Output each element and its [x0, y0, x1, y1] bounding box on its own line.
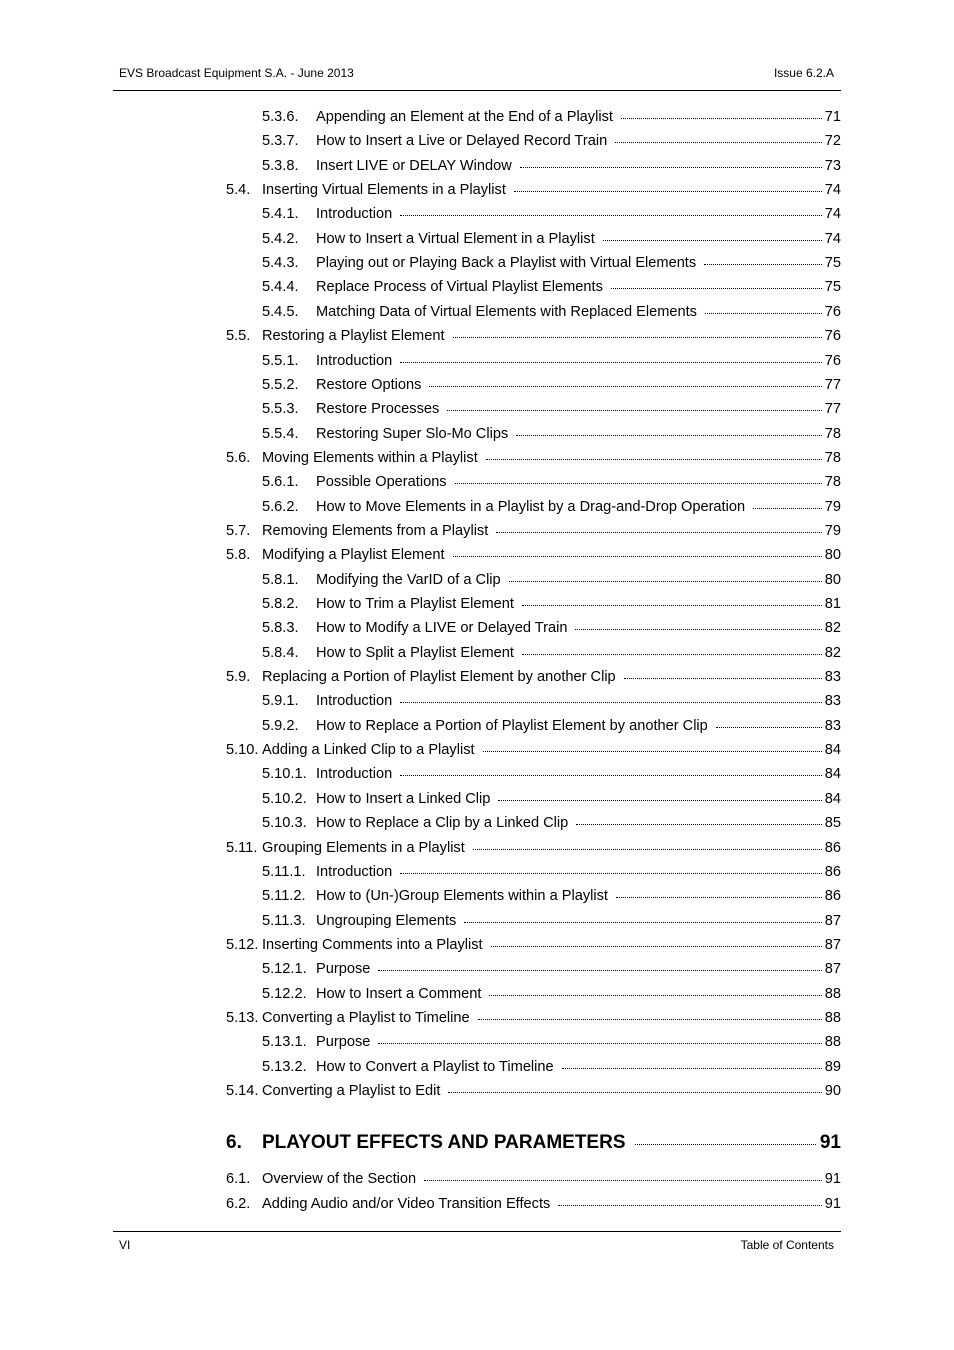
- toc-entry-title: How to Insert a Virtual Element in a Playlist: [316, 230, 595, 247]
- footer-rule: [113, 1231, 841, 1232]
- toc-entry-page: 88: [824, 1009, 841, 1026]
- toc-leader: [448, 1092, 821, 1093]
- toc-entry-number: 5.13.1.: [262, 1034, 307, 1051]
- toc-entry-title: Appending an Element at the End of a Playlist: [316, 109, 613, 125]
- toc-entry-page: 86: [824, 863, 841, 880]
- toc-subsection-entry[interactable]: [262, 1032, 841, 1052]
- toc-entry-number: 5.3.6.: [262, 109, 299, 125]
- footer-page-number: VI: [119, 1238, 131, 1252]
- toc-leader: [447, 410, 821, 411]
- toc-entry-number: 5.4.3.: [262, 255, 299, 272]
- toc-section-entry[interactable]: [226, 448, 841, 468]
- toc-entry-number: 5.4.: [226, 182, 251, 199]
- page-header: [113, 66, 841, 82]
- toc-entry-page: 75: [824, 279, 841, 296]
- footer-section-title: Table of Contents: [740, 1238, 834, 1252]
- toc-entry-page: 86: [824, 839, 841, 856]
- toc-entry-page: 82: [824, 644, 841, 661]
- toc-entry-page: 91: [824, 1196, 841, 1212]
- toc-entry-number: 5.6.: [226, 449, 251, 466]
- toc-leader: [473, 849, 822, 850]
- toc-entry-number: 5.9.: [226, 669, 251, 686]
- toc-entry-title: Restore Processes: [316, 401, 440, 418]
- toc-subsection-entry[interactable]: [262, 886, 841, 906]
- toc-subsection-entry[interactable]: [262, 643, 841, 663]
- toc-chapter-page: 91: [819, 1132, 841, 1153]
- toc-leader: [611, 288, 822, 289]
- toc-entry-title: Restoring a Playlist Element: [262, 328, 445, 345]
- toc-leader: [576, 824, 821, 825]
- toc-section-entry[interactable]: [226, 667, 841, 687]
- toc-entry-page: 83: [824, 717, 841, 734]
- toc-entry-page: 74: [824, 182, 841, 199]
- toc-entry-number: 5.6.1.: [262, 474, 299, 491]
- toc-entry-page: 88: [824, 985, 841, 1002]
- toc-entry-page: 83: [824, 669, 841, 686]
- toc-subsection-entry[interactable]: [262, 472, 841, 492]
- toc-subsection-entry[interactable]: [262, 570, 841, 590]
- toc-section-entry[interactable]: [226, 545, 841, 565]
- toc-entry-page: 88: [824, 1034, 841, 1051]
- toc-leader: [624, 678, 822, 679]
- toc-subsection-entry[interactable]: [262, 813, 841, 833]
- toc-section-entry[interactable]: [226, 838, 841, 858]
- toc-entry-page: 77: [824, 401, 841, 418]
- toc-leader: [464, 922, 821, 923]
- toc-leader: [522, 654, 822, 655]
- toc-leader: [429, 386, 821, 387]
- toc-entry-page: 84: [824, 790, 841, 807]
- toc-entry-number: 5.6.2.: [262, 498, 299, 515]
- toc-leader: [616, 897, 822, 898]
- toc-entry-number: 5.10.: [226, 742, 259, 759]
- toc-subsection-entry[interactable]: [262, 764, 841, 784]
- toc-entry-page: 76: [824, 352, 841, 369]
- toc-leader: [378, 970, 821, 971]
- toc-entry-page: 72: [824, 133, 841, 150]
- toc-leader: [705, 313, 822, 314]
- toc-entry-title: Ungrouping Elements: [316, 912, 457, 929]
- toc-entry-number: 5.12.1.: [262, 961, 307, 978]
- toc-entry-title: Introduction: [316, 693, 393, 710]
- toc-entry-number: 5.4.2.: [262, 230, 299, 247]
- toc-entry-title: Replacing a Portion of Playlist Element by another Clip: [262, 669, 616, 686]
- toc-entry-number: 5.11.1.: [262, 863, 306, 880]
- toc-entry-title: How to Trim a Playlist Element: [316, 596, 514, 612]
- toc-subsection-entry[interactable]: [262, 959, 841, 979]
- toc-entry-page: 76: [824, 328, 841, 345]
- toc-entry-number: 5.4.4.: [262, 279, 299, 296]
- toc-leader: [520, 167, 822, 168]
- toc-entry-number: 6.2.: [226, 1196, 251, 1212]
- toc-subsection-entry[interactable]: [262, 253, 841, 273]
- toc-entry-page: 83: [824, 693, 841, 710]
- toc-entry-number: 5.5.3.: [262, 401, 299, 418]
- toc-entry-page: 78: [824, 474, 841, 491]
- toc-leader: [489, 995, 821, 996]
- toc-entry-number: 5.12.2.: [262, 985, 307, 1002]
- toc-entry-page: 74: [824, 206, 841, 223]
- toc-entry-title: Inserting Comments into a Playlist: [262, 936, 483, 953]
- toc-entry-title: How to (Un-)Group Elements within a Playlist: [316, 888, 608, 905]
- toc-entry-number: 5.11.2.: [262, 888, 306, 905]
- toc-subsection-entry[interactable]: [262, 107, 841, 127]
- toc-entry-title: Inserting Virtual Elements in a Playlist: [262, 182, 506, 199]
- toc-entry-title: Introduction: [316, 863, 393, 880]
- toc-entry-page: 81: [824, 596, 841, 612]
- toc-leader: [562, 1068, 822, 1069]
- toc-section-entry[interactable]: [226, 326, 841, 346]
- toc-entry-number: 5.8.2.: [262, 596, 299, 612]
- header-issue: Issue 6.2.A: [773, 66, 834, 80]
- toc-entry-title: Modifying a Playlist Element: [262, 547, 445, 564]
- toc-entry-title: Restore Options: [316, 376, 422, 393]
- toc-entry-title: Introduction: [316, 206, 393, 223]
- toc-entry-title: Moving Elements within a Playlist: [262, 449, 478, 466]
- toc-entry-page: 76: [824, 303, 841, 320]
- toc-subsection-entry[interactable]: [262, 277, 841, 297]
- toc-subsection-entry[interactable]: [262, 618, 841, 638]
- toc-chapter-title: PLAYOUT EFFECTS AND PARAMETERS: [262, 1132, 626, 1153]
- toc-entry-page: 84: [824, 742, 841, 759]
- toc-entry-number: 5.3.7.: [262, 133, 299, 150]
- toc-entry-title: Grouping Elements in a Playlist: [262, 839, 465, 856]
- toc-entry-page: 82: [824, 620, 841, 637]
- toc-leader: [615, 142, 822, 143]
- toc-leader: [522, 605, 822, 606]
- toc-entry-title: How to Modify a LIVE or Delayed Train: [316, 620, 568, 637]
- toc-leader: [558, 1205, 821, 1206]
- toc-entry-title: Adding Audio and/or Video Transition Effects: [262, 1196, 551, 1212]
- toc-chapter-number: 6.: [226, 1132, 242, 1153]
- toc-entry-page: 80: [824, 571, 841, 588]
- toc-leader: [455, 483, 822, 484]
- toc-leader: [378, 1043, 821, 1044]
- toc-leader: [603, 240, 822, 241]
- toc-entry-number: 5.10.3.: [262, 815, 307, 832]
- toc-entry-page: 77: [824, 376, 841, 393]
- toc-entry-title: How to Insert a Live or Delayed Record Train: [316, 133, 608, 150]
- toc-leader: [483, 751, 822, 752]
- toc-subsection-entry[interactable]: [262, 862, 841, 882]
- toc-entry-page: 86: [824, 888, 841, 905]
- toc-entry-title: Overview of the Section: [262, 1171, 417, 1187]
- toc-entry-number: 5.5.2.: [262, 376, 299, 393]
- toc-entry-number: 5.11.3.: [262, 912, 306, 929]
- toc-entry-number: 5.3.8.: [262, 157, 299, 174]
- toc-entry-title: How to Insert a Comment: [316, 985, 482, 1002]
- toc-subsection-entry[interactable]: [262, 351, 841, 371]
- toc-entry-number: 5.12.: [226, 936, 259, 953]
- toc-subsection-entry[interactable]: [262, 984, 841, 1004]
- toc-entry-number: 5.13.2.: [262, 1058, 307, 1075]
- toc-leader: [400, 362, 822, 363]
- toc-subsection-entry[interactable]: [262, 156, 841, 176]
- toc-entry-number: 5.11.: [226, 839, 258, 856]
- toc-leader: [496, 532, 821, 533]
- toc-entry-page: 87: [824, 936, 841, 953]
- toc-entry-title: Purpose: [316, 961, 371, 978]
- toc-entry-number: 5.14.: [226, 1083, 259, 1099]
- toc-leader: [478, 1019, 822, 1020]
- toc-section-entry[interactable]: [226, 1169, 841, 1189]
- toc-subsection-entry[interactable]: [262, 497, 841, 517]
- toc-entry-number: 5.9.1.: [262, 693, 299, 710]
- toc-entry-page: 87: [824, 912, 841, 929]
- toc-entry-page: 84: [824, 766, 841, 783]
- toc-entry-number: 5.8.4.: [262, 644, 299, 661]
- toc-entry-title: Converting a Playlist to Timeline: [262, 1009, 470, 1026]
- toc-leader: [498, 800, 821, 801]
- toc-subsection-entry[interactable]: [262, 594, 841, 614]
- toc-entry-number: 5.5.1.: [262, 352, 299, 369]
- toc-entry-title: Introduction: [316, 352, 393, 369]
- toc-entry-title: Converting a Playlist to Edit: [262, 1083, 441, 1099]
- toc-entry-title: Restoring Super Slo-Mo Clips: [316, 425, 509, 442]
- toc-subsection-entry[interactable]: [262, 911, 841, 931]
- toc-entry-page: 75: [824, 255, 841, 272]
- toc-entry-number: 6.1.: [226, 1171, 251, 1187]
- toc-entry-page: 91: [824, 1171, 841, 1187]
- toc-entry-page: 80: [824, 547, 841, 564]
- toc-entry-page: 85: [824, 815, 841, 832]
- toc-entry-page: 74: [824, 230, 841, 247]
- toc-leader: [486, 459, 822, 460]
- toc-leader: [453, 556, 822, 557]
- toc-entry-title: How to Insert a Linked Clip: [316, 790, 491, 807]
- toc-subsection-entry[interactable]: [262, 302, 841, 322]
- toc-entry-title: Insert LIVE or DELAY Window: [316, 157, 512, 174]
- toc-subsection-entry[interactable]: [262, 789, 841, 809]
- toc-entry-number: 5.7.: [226, 522, 251, 539]
- toc-subsection-entry[interactable]: [262, 229, 841, 249]
- toc-entry-number: 5.10.2.: [262, 790, 307, 807]
- toc-entry-number: 5.9.2.: [262, 717, 299, 734]
- toc-entry-number: 5.13.: [226, 1009, 259, 1026]
- toc-leader: [400, 873, 822, 874]
- toc-section-entry[interactable]: [226, 740, 841, 760]
- toc-section-entry[interactable]: [226, 180, 841, 200]
- toc-entry-number: 5.5.: [226, 328, 251, 345]
- toc-entry-title: Replace Process of Virtual Playlist Elements: [316, 279, 603, 296]
- toc-subsection-entry[interactable]: [262, 716, 841, 736]
- toc-subsection-entry[interactable]: [262, 691, 841, 711]
- toc-section-entry[interactable]: [226, 521, 841, 541]
- toc-entry-title: Purpose: [316, 1034, 371, 1051]
- toc-entry-page: 78: [824, 449, 841, 466]
- toc-entry-title: Removing Elements from a Playlist: [262, 522, 489, 539]
- toc-subsection-entry[interactable]: [262, 375, 841, 395]
- toc-entry-number: 5.4.1.: [262, 206, 299, 223]
- toc-entry-page: 89: [824, 1058, 841, 1075]
- toc-entry-number: 5.5.4.: [262, 425, 299, 442]
- toc-leader: [514, 191, 822, 192]
- toc-entry-page: 73: [824, 157, 841, 174]
- toc-entry-title: How to Replace a Clip by a Linked Clip: [316, 815, 569, 832]
- toc-section-entry[interactable]: [226, 1194, 841, 1214]
- toc-section-entry[interactable]: [226, 1008, 841, 1028]
- toc-entry-title: Playing out or Playing Back a Playlist with Virtual Elements: [316, 255, 697, 272]
- toc-leader: [400, 702, 822, 703]
- toc-subsection-entry[interactable]: [262, 131, 841, 151]
- toc-leader: [400, 215, 822, 216]
- toc-leader: [491, 946, 822, 947]
- toc-chapter-entry[interactable]: [226, 1131, 841, 1155]
- toc-entry-number: 5.4.5.: [262, 303, 299, 320]
- toc-entry-page: 78: [824, 425, 841, 442]
- header-publisher: EVS Broadcast Equipment S.A. - June 2013: [119, 66, 354, 80]
- toc-leader: [753, 508, 822, 509]
- toc-entry-page: 71: [824, 109, 841, 125]
- toc-entry-title: Matching Data of Virtual Elements with Replaced Elements: [316, 303, 697, 320]
- toc-entry-title: Introduction: [316, 766, 393, 783]
- toc-entry-page: 79: [824, 498, 841, 515]
- toc-section-entry[interactable]: [226, 935, 841, 955]
- toc-leader: [704, 264, 822, 265]
- toc-leader: [516, 435, 822, 436]
- toc-subsection-entry[interactable]: [262, 399, 841, 419]
- toc-entry-title: Adding a Linked Clip to a Playlist: [262, 742, 475, 759]
- toc-subsection-entry[interactable]: [262, 1057, 841, 1077]
- toc-leader: [621, 118, 822, 119]
- toc-subsection-entry[interactable]: [262, 424, 841, 444]
- toc-entry-title: How to Move Elements in a Playlist by a Drag-and-Drop Operation: [316, 498, 746, 515]
- toc-entry-title: How to Convert a Playlist to Timeline: [316, 1058, 554, 1075]
- toc-entry-page: 87: [824, 961, 841, 978]
- toc-subsection-entry[interactable]: [262, 204, 841, 224]
- toc-leader: [635, 1144, 816, 1145]
- toc-entry-page: 90: [824, 1083, 841, 1099]
- toc-leader: [575, 629, 821, 630]
- toc-leader: [400, 775, 822, 776]
- toc-leader: [716, 727, 822, 728]
- toc-entry-title: How to Replace a Portion of Playlist Element by another Clip: [316, 717, 708, 734]
- toc-leader: [509, 581, 822, 582]
- header-rule: [113, 90, 841, 91]
- toc-entry-title: How to Split a Playlist Element: [316, 644, 514, 661]
- toc-entry-title: Possible Operations: [316, 474, 447, 491]
- toc-entry-page: 79: [824, 522, 841, 539]
- toc-entry-number: 5.8.: [226, 547, 251, 564]
- toc-entry-number: 5.10.1.: [262, 766, 307, 783]
- toc-section-entry[interactable]: [226, 1081, 841, 1101]
- toc-leader: [424, 1180, 822, 1181]
- toc-leader: [453, 337, 822, 338]
- toc-entry-title: Modifying the VarID of a Clip: [316, 571, 501, 588]
- toc-entry-number: 5.8.1.: [262, 571, 299, 588]
- toc-entry-number: 5.8.3.: [262, 620, 299, 637]
